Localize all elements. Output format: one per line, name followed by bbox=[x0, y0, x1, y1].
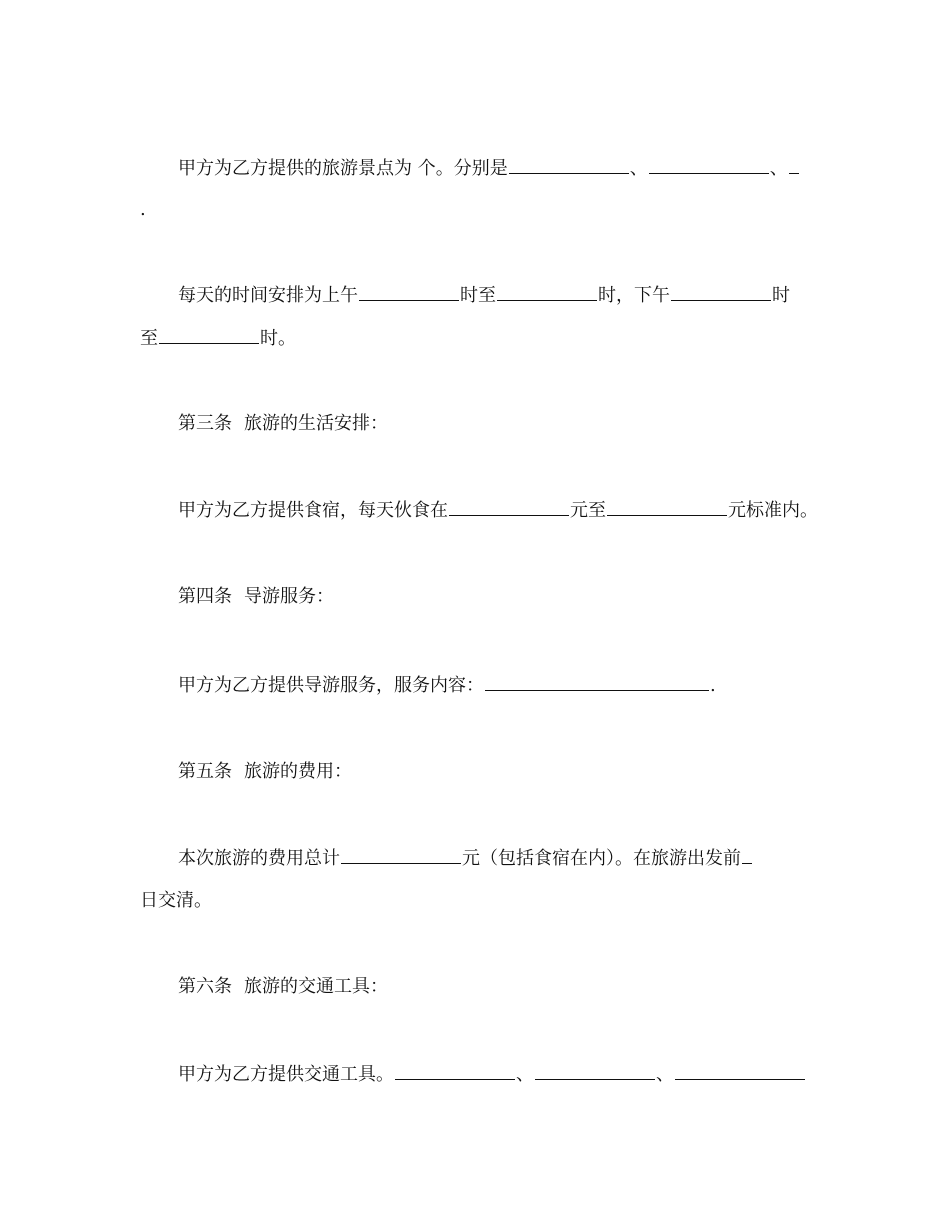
blank-field-meal-max[interactable] bbox=[607, 499, 727, 516]
article-5-heading bbox=[178, 761, 352, 783]
blank-field-transport-1[interactable] bbox=[395, 1063, 515, 1080]
scenic-spots-text: 甲方为乙方提供的旅游景点为 个。分别是 bbox=[178, 158, 508, 179]
article-title: 导游服务： bbox=[244, 586, 334, 607]
article-number: 第五条 bbox=[178, 761, 232, 782]
article-number: 第六条 bbox=[178, 976, 232, 997]
schedule-text-afternoon: 时，下午 bbox=[598, 285, 670, 306]
schedule-text-to-2: 至 bbox=[140, 328, 158, 349]
article-title: 旅游的生活安排： bbox=[244, 413, 388, 434]
separator: 、 bbox=[516, 1064, 534, 1085]
blank-field-spot-1[interactable] bbox=[509, 157, 629, 174]
scenic-spots-line bbox=[178, 157, 800, 180]
transport-line bbox=[178, 1063, 806, 1086]
fee-text-middle: 元（包括食宿在内）。在旅游出发前 bbox=[462, 848, 741, 869]
blank-field-days[interactable] bbox=[742, 847, 752, 864]
fee-text: 本次旅游的费用总计 bbox=[178, 848, 340, 869]
schedule-line bbox=[178, 284, 790, 307]
meals-text: 甲方为乙方提供食宿，每天伙食在 bbox=[178, 500, 448, 521]
article-number: 第四条 bbox=[178, 586, 232, 607]
schedule-text-hour: 时 bbox=[772, 285, 790, 306]
article-title: 旅游的交通工具： bbox=[244, 976, 388, 997]
schedule-text-to: 时至 bbox=[460, 285, 496, 306]
guide-line bbox=[178, 674, 716, 697]
article-title: 旅游的费用： bbox=[244, 761, 352, 782]
blank-field-morning-end[interactable] bbox=[497, 284, 597, 301]
schedule-text-morning: 每天的时间安排为上午 bbox=[178, 285, 358, 306]
separator: 、 bbox=[629, 158, 648, 179]
fee-line bbox=[178, 847, 753, 870]
scenic-spots-trail bbox=[140, 199, 146, 221]
schedule-text-hour-end: 时。 bbox=[260, 328, 296, 349]
article-number: 第三条 bbox=[178, 413, 232, 434]
article-3-heading bbox=[178, 413, 388, 435]
blank-field-spot-2[interactable] bbox=[649, 157, 769, 174]
blank-field-afternoon-end[interactable] bbox=[159, 327, 259, 344]
blank-field-meal-min[interactable] bbox=[449, 499, 569, 516]
trailing-period: . bbox=[710, 675, 716, 696]
meals-line bbox=[178, 499, 818, 522]
article-4-heading bbox=[178, 586, 334, 608]
meals-text-to: 元至 bbox=[570, 500, 606, 521]
trailing-period: . bbox=[140, 199, 146, 220]
fee-line-cont bbox=[140, 890, 212, 912]
blank-field-afternoon-start[interactable] bbox=[671, 284, 771, 301]
article-6-heading bbox=[178, 976, 388, 998]
blank-field-transport-3[interactable] bbox=[675, 1063, 805, 1080]
meals-text-end: 元标准内。 bbox=[728, 500, 818, 521]
separator: 、 bbox=[656, 1064, 674, 1085]
transport-text: 甲方为乙方提供交通工具。 bbox=[178, 1064, 394, 1085]
guide-text: 甲方为乙方提供导游服务，服务内容： bbox=[178, 675, 484, 696]
blank-field-morning-start[interactable] bbox=[359, 284, 459, 301]
blank-field-guide-content[interactable] bbox=[485, 674, 709, 691]
blank-field-spot-3[interactable] bbox=[789, 157, 799, 174]
blank-field-transport-2[interactable] bbox=[535, 1063, 655, 1080]
schedule-line-cont bbox=[140, 327, 296, 350]
fee-text-end: 日交清。 bbox=[140, 890, 212, 911]
blank-field-fee-total[interactable] bbox=[341, 847, 461, 864]
separator: 、 bbox=[769, 158, 788, 179]
